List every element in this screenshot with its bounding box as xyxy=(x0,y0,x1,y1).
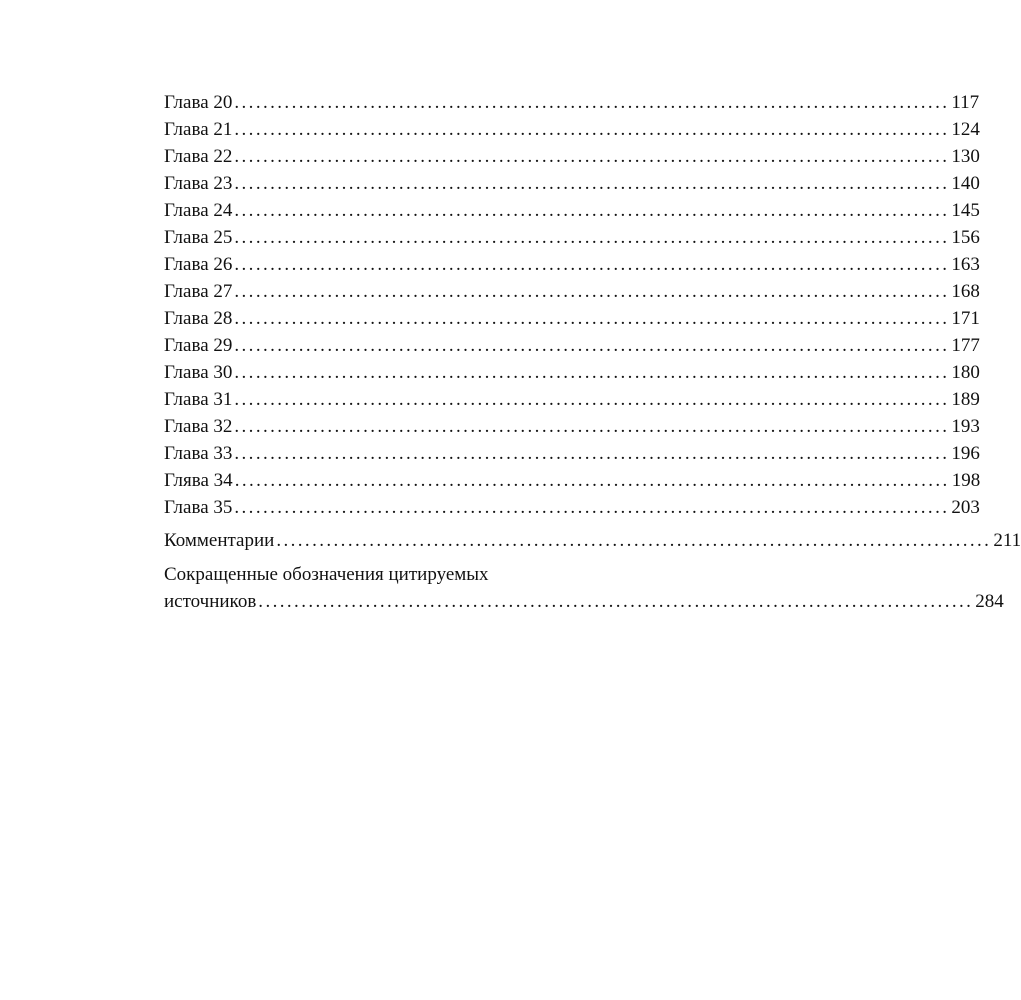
toc-entry-page: 198 xyxy=(951,470,981,491)
toc-entry-page: 117 xyxy=(951,92,980,113)
toc-entry-chapter[interactable] xyxy=(164,143,980,170)
toc-entry-title: Глава 22 xyxy=(164,146,233,167)
toc-entry-title: Глава 20 xyxy=(164,92,233,113)
dot-leader: .................................................................................................... xyxy=(234,227,950,248)
toc-entry-page: 189 xyxy=(951,389,980,410)
toc-entry-title: Сокращенные обозначения цитируемых xyxy=(164,564,489,585)
toc-entry-chapter[interactable] xyxy=(164,224,980,251)
toc-entry-title: Глава 35 xyxy=(164,497,233,518)
dot-leader: .................................................................................................... xyxy=(234,200,950,221)
dot-leader: .................................................................................................... xyxy=(234,335,950,356)
toc-entry-chapter[interactable] xyxy=(164,386,980,413)
chapter-list xyxy=(164,89,981,521)
toc-entry-sources-line2[interactable] xyxy=(164,588,1004,615)
toc-entry-page: 284 xyxy=(975,591,1004,612)
toc-entry-chapter[interactable] xyxy=(164,494,980,521)
toc-entry-page: 203 xyxy=(951,497,980,518)
toc-entry-title: Глава 23 xyxy=(164,173,233,194)
dot-leader: .................................................................................................... xyxy=(234,497,950,518)
toc-entry-chapter[interactable] xyxy=(164,359,980,386)
toc-entry-title: Глава 29 xyxy=(164,335,233,356)
toc-entry-chapter[interactable] xyxy=(164,251,980,278)
toc-entry-page: 156 xyxy=(951,227,980,248)
toc-entry-page: 177 xyxy=(951,335,980,356)
toc-entry-page: 168 xyxy=(951,281,980,302)
toc-entry-sources-line1[interactable] xyxy=(164,561,631,588)
toc-entry-title: Глава 27 xyxy=(164,281,233,302)
toc-entry-title: Глава 33 xyxy=(164,443,233,464)
toc-entry-chapter[interactable] xyxy=(164,332,980,359)
toc-entry-title: Глава 28 xyxy=(164,308,233,329)
toc-entry-title: Глава 31 xyxy=(164,389,233,410)
dot-leader: .................................................................................................... xyxy=(234,416,950,437)
toc-entry-chapter[interactable] xyxy=(164,197,980,224)
dot-leader: .................................................................................................... xyxy=(234,389,950,410)
toc-entry-page: 211 xyxy=(993,530,1021,551)
toc-entry-page: 124 xyxy=(951,119,980,140)
toc-entry-page: 163 xyxy=(951,254,980,275)
toc-entry-title: Глава 26 xyxy=(164,254,233,275)
toc-entry-chapter[interactable] xyxy=(164,440,980,467)
dot-leader: .................................................................................................... xyxy=(234,470,950,491)
dot-leader: .................................................................................................... xyxy=(234,146,950,167)
dot-leader: .................................................................................................... xyxy=(276,530,992,551)
toc-entry-title: Глава 32 xyxy=(164,416,233,437)
toc-entry-chapter[interactable] xyxy=(164,467,981,494)
toc-entry-page: 145 xyxy=(951,200,980,221)
dot-leader: .................................................................................................... xyxy=(234,119,950,140)
toc-entry-page: 140 xyxy=(951,173,980,194)
dot-leader: .................................................................................................... xyxy=(234,254,950,275)
toc-entry-chapter[interactable] xyxy=(164,278,980,305)
toc-entry-page: 180 xyxy=(951,362,980,383)
toc-entry-chapter[interactable] xyxy=(164,305,980,332)
dot-leader: .................................................................................................... xyxy=(234,443,950,464)
toc-entry-chapter[interactable] xyxy=(164,89,980,116)
toc-entry-title: Глава 24 xyxy=(164,200,233,221)
dot-leader: .................................................................................................... xyxy=(234,362,950,383)
toc-entry-title: источников xyxy=(164,591,257,612)
dot-leader: .................................................................................................... xyxy=(234,308,950,329)
dot-leader: .................................................................................................... xyxy=(258,591,974,612)
table-of-contents xyxy=(164,89,1021,615)
toc-entry-page: 193 xyxy=(951,416,980,437)
toc-entry-page: 196 xyxy=(951,443,980,464)
dot-leader: .................................................................................................... xyxy=(234,281,950,302)
dot-leader: .................................................................................................... xyxy=(234,92,950,113)
toc-entry-title: Глава 21 xyxy=(164,119,233,140)
toc-entry-page: 171 xyxy=(951,308,980,329)
toc-entry-title: Глава 25 xyxy=(164,227,233,248)
toc-entry-title: Глава 30 xyxy=(164,362,233,383)
toc-entry-title: Глява 34 xyxy=(164,470,233,491)
toc-entry-chapter[interactable] xyxy=(164,116,980,143)
toc-entry-title: Комментарии xyxy=(164,530,275,551)
toc-entry-comments[interactable] xyxy=(164,527,1021,554)
dot-leader: .................................................................................................... xyxy=(234,173,950,194)
toc-entry-page: 130 xyxy=(951,146,980,167)
toc-entry-chapter[interactable] xyxy=(164,413,980,440)
toc-entry-chapter[interactable] xyxy=(164,170,980,197)
